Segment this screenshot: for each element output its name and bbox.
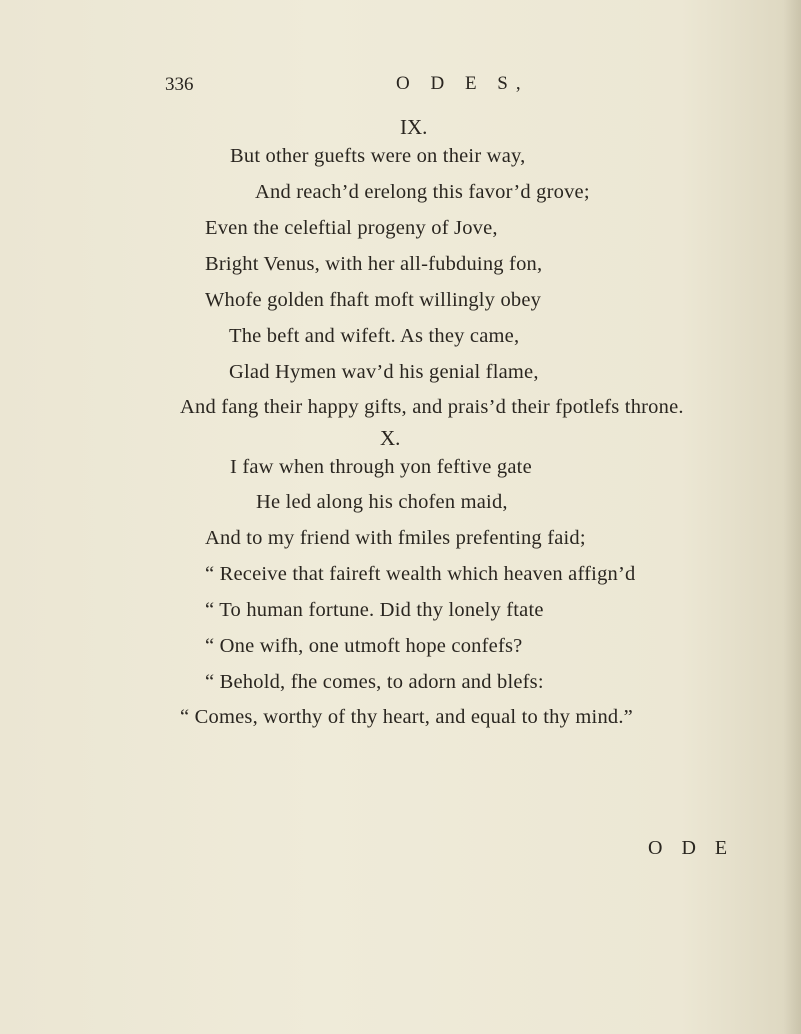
page-number: 336 xyxy=(165,74,194,95)
poem-line: And reach’d erelong this favor’d grove; xyxy=(255,181,590,203)
poem-line: And fang their happy gifts, and prais’d their fpotlefs throne. xyxy=(180,396,684,418)
poem-line: Glad Hymen wav’d his genial flame, xyxy=(229,361,539,383)
catchword: O D E xyxy=(648,837,735,859)
poem-line: “ Behold, fhe comes, to adorn and blefs: xyxy=(205,671,544,693)
poem-line: And to my friend with fmiles prefenting faid; xyxy=(205,527,586,549)
stanza-numeral-ix: IX. xyxy=(400,115,428,139)
running-title: O D E S, xyxy=(396,73,529,94)
page-edge-shadow xyxy=(783,0,801,1034)
poem-line: The beft and wifeft. As they came, xyxy=(229,325,520,347)
poem-line: I faw when through yon feftive gate xyxy=(230,456,532,478)
poem-line: “ Receive that faireft wealth which heaven affign’d xyxy=(205,563,636,585)
poem-line: Bright Venus, with her all-fubduing fon, xyxy=(205,253,543,275)
poem-line: Whofe golden fhaft moft willingly obey xyxy=(205,289,542,311)
poem-line: “ Comes, worthy of thy heart, and equal to thy mind.” xyxy=(180,706,633,728)
poem-line: But other guefts were on their way, xyxy=(230,145,526,167)
poem-line: Even the celeftial progeny of Jove, xyxy=(205,217,498,239)
poem-line: “ One wifh, one utmoft hope confefs? xyxy=(205,635,523,657)
stanza-numeral-x: X. xyxy=(380,426,401,450)
poem-line: He led along his chofen maid, xyxy=(256,491,508,513)
poem-line: “ To human fortune. Did thy lonely ftate xyxy=(205,599,544,621)
